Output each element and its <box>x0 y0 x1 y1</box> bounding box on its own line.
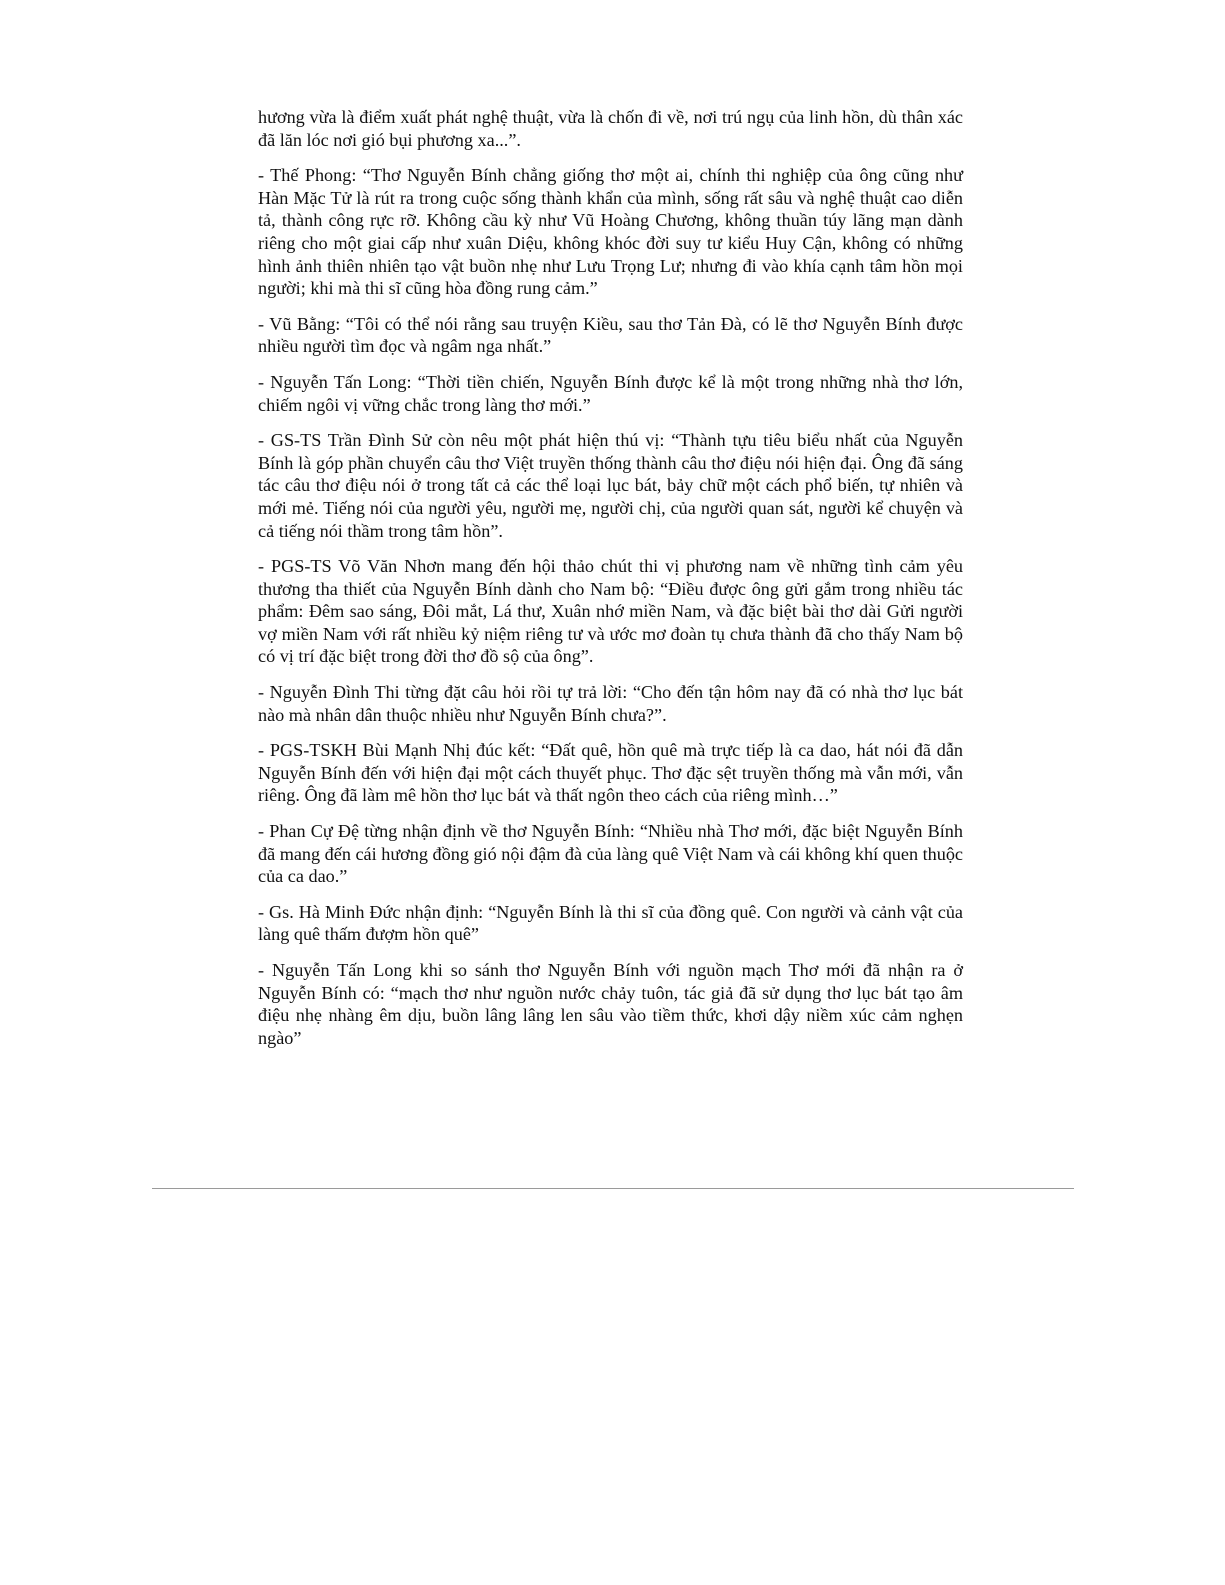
paragraph-the-phong: - Thế Phong: “Thơ Nguyễn Bính chẳng giống thơ một ai, chính thi nghiệp của ông cũng như Hàn Mặc Tử là rút ra trong cuộc sống thành khẩn của mình, sống rất sâu và nghệ thuật cao diễn tả, thành công rực rỡ. Không cầu kỳ như Vũ Hoàng Chương, không thuần túy lãng mạn dành riêng cho một giai cấp như xuân Diệu, không khóc đời suy tư kiểu Huy Cận, không có những hình ảnh thiên nhiên tạo vật buồn nhẹ như Lưu Trọng Lư; nhưng đi vào khía cạnh tâm hồn mọi người; khi mà thi sĩ cũng hòa đồng rung cảm.” <box>258 165 963 299</box>
paragraph-phan-cu-de: - Phan Cự Đệ từng nhận định về thơ Nguyễn Bính: “Nhiều nhà Thơ mới, đặc biệt Nguyễn Bính đã mang đến cái hương đồng gió nội đậm đà của làng quê Việt Nam và cái không khí quen thuộc của ca dao.” <box>258 821 963 887</box>
paragraph-nguyen-dinh-thi: - Nguyễn Đình Thi từng đặt câu hỏi rồi tự trả lời: “Cho đến tận hôm nay đã có nhà thơ lục bát nào mà nhân dân thuộc nhiều như Nguyễn Bính chưa?”. <box>258 682 963 725</box>
paragraph-nguyen-tan-long-2: - Nguyễn Tấn Long khi so sánh thơ Nguyễn Bính với nguồn mạch Thơ mới đã nhận ra ở Nguyễn Bính có: “mạch thơ như nguồn nước chảy tuôn, tác giả đã sử dụng thơ lục bát tạo âm điệu nhẹ nhàng êm dịu, buồn lâng lâng len sâu vào tiềm thức, khơi dậy niềm xúc cảm nghẹn ngào” <box>258 960 963 1048</box>
paragraph-vu-bang: - Vũ Bằng: “Tôi có thể nói rằng sau truyện Kiều, sau thơ Tản Đà, có lẽ thơ Nguyễn Bính được nhiều người tìm đọc và ngâm nga nhất.” <box>258 313 963 357</box>
page-bottom-divider <box>152 1188 1074 1189</box>
paragraph-continuation: hương vừa là điểm xuất phát nghệ thuật, vừa là chốn đi về, nơi trú ngụ của linh hồn, dù thân xác đã lăn lóc nơi gió bụi phương xa...”. <box>258 107 963 150</box>
document-body <box>258 106 963 1062</box>
paragraph-bui-manh-nhi: - PGS-TSKH Bùi Mạnh Nhị đúc kết: “Đất quê, hồn quê mà trực tiếp là ca dao, hát nói đã dẫn Nguyễn Bính đến với hiện đại một cách thuyết phục. Thơ đặc sệt truyền thống mà vẫn mới, vẫn riêng. Ông đã làm mê hồn thơ lục bát và thất ngôn theo cách của riêng mình…” <box>258 740 963 806</box>
paragraph-ha-minh-duc: - Gs. Hà Minh Đức nhận định: “Nguyễn Bính là thi sĩ của đồng quê. Con người và cảnh vật của làng quê thấm đượm hồn quê” <box>258 901 963 945</box>
paragraph-nguyen-tan-long: - Nguyễn Tấn Long: “Thời tiền chiến, Nguyễn Bính được kể là một trong những nhà thơ lớn, chiếm ngôi vị vững chắc trong làng thơ mới.” <box>258 371 963 415</box>
paragraph-vo-van-nhon: - PGS-TS Võ Văn Nhơn mang đến hội thảo chút thi vị phương nam về những tình cảm yêu thương tha thiết của Nguyễn Bính dành cho Nam bộ: “Điều được ông gửi gắm trong nhiều tác phẩm: Đêm sao sáng, Đôi mắt, Lá thư, Xuân nhớ miền Nam, và đặc biệt bài thơ dài Gửi người vợ miền Nam với rất nhiều kỷ niệm riêng tư và ước mơ đoàn tụ chưa thành đã cho thấy Nam bộ có vị trí đặc biệt trong đời thơ đồ sộ của ông”. <box>258 556 963 667</box>
paragraph-tran-dinh-su: - GS-TS Trần Đình Sử còn nêu một phát hiện thú vị: “Thành tựu tiêu biểu nhất của Nguyễn Bính là góp phần chuyển câu thơ Việt truyền thống thành câu thơ điệu nói hiện đại. Ông đã sáng tác câu thơ điệu nói ở trong tất cả các thể loại lục bát, bảy chữ một cách phổ biến, tự nhiên và mới mẻ. Tiếng nói của người yêu, người mẹ, người chị, của người quan sát, người kể chuyện và cả tiếng nói thầm trong tâm hồn”. <box>258 430 963 541</box>
